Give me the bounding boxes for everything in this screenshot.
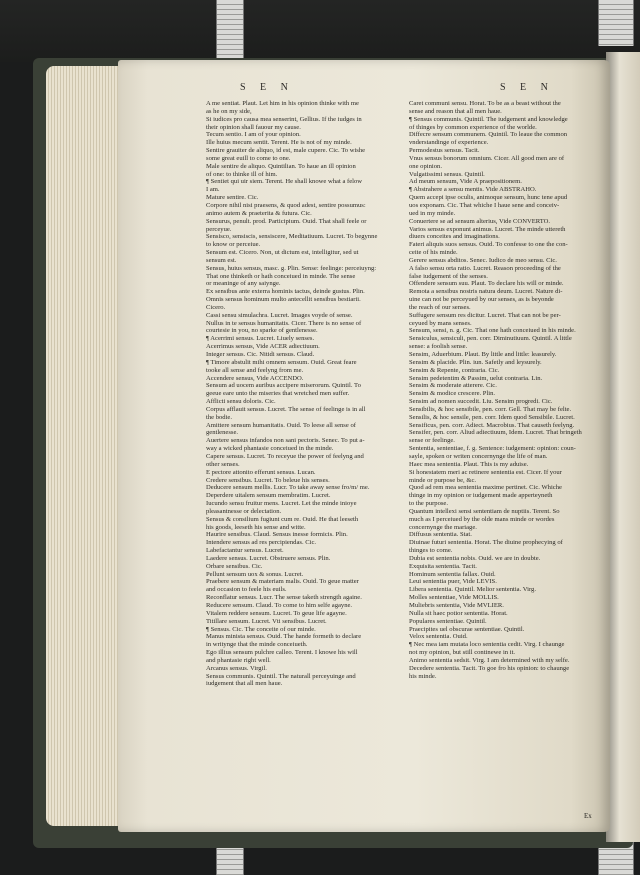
text-line: Populares sententiae. Quintil. [409,617,487,625]
text-line: sensum est. [206,256,237,264]
text-line: iudgement that all men haue. [206,680,283,688]
text-line: some great euill to come to one. [206,154,291,162]
text-line: ¶ Acerrimi sensus. Lucret. Liuely senses. [206,335,315,343]
text-line: thinges to come. [409,547,453,555]
text-line: Sensim & Repente, contraria. Cic. [409,366,500,374]
text-line: Accendere sensus, Vide ACCENDO. [206,374,304,382]
text-line: pleasantnesse or delectation. [206,507,282,515]
text-line: as he on my side, [206,107,252,115]
text-line: Acerrimus sensus, Vide ACER adiectiuum. [206,343,320,351]
text-line: Ex sensibus ante exterra hominis tactus, deinde gustus. Plin. [206,288,365,296]
text-line: sense or feelinge. [409,437,455,445]
text-line: ceyued by mans senses. [409,319,472,327]
text-line: Sensum ad uocem auribus accipere miserorum. Quintil. To [206,382,361,390]
text-line: Reconflatur sensus. Lucr. The sense taketh strength againe. [206,594,362,602]
text-line: in writynge that the minde conceiueth. [206,641,308,649]
text-line: Sensifer, pen. corr. Aliud adiectiuum, Idem. Lucret. That bringeth [409,429,582,437]
text-line: not my opinion, but still continewe in it. [409,649,516,657]
page-stack-edge [46,66,128,826]
text-line: Corpus afflauit sensus. Lucret. The sense of feelinge is in all [206,405,366,413]
left-text-column [206,100,412,688]
text-line: sense and reason that all men haue. [409,107,502,115]
text-line: Auertere sensus infandos non sani pectoris. Senec. To put a- [206,437,365,445]
text-line: Sensisco, sensiscis, sensiscere, Meditatiuum. Lucret. To begynne [206,233,378,241]
text-line: thinge in my opinion or iudgement made apperteyneth [409,492,553,500]
text-line: Sentire grauiter de aliquo, id est, male cupere. Cic. To wishe [206,147,366,155]
text-line: to know or perceiue. [206,241,261,249]
text-line: way a wicked phantasie conceiued in the minde. [206,445,334,453]
text-line: Remota a sensibus nostris natura deum. Lucret. Nature di- [409,288,563,296]
text-line: Praecipites uel obscurae sententiae. Quintil. [409,625,525,633]
text-line: Sensurus, penult. prod. Participium. Ouid. That shall feele or [206,217,367,225]
text-line: his minde. [409,672,437,680]
text-line: Nulla sit haec potior sententia. Horat. [409,609,508,617]
text-line: Quod ad rem mea sententia maxime pertinet. Cic. Whiche [409,484,562,492]
running-head-right: S E N [500,82,554,93]
text-line: Sensim, Aduerbium. Plaut. By little and little: leasurely. [409,351,557,358]
text-line: Afflicti sensu doloris. Cic. [206,398,276,406]
text-line: Molles sententiae, Vide MOLLIS. [409,594,499,602]
text-line: Credere sensibus. Lucret. To beleue his senses. [206,476,330,484]
right-text-column [409,100,615,680]
text-line: Sensus, huius sensus, masc. g. Plin. Sense: feelinge: perceiuyng: [206,264,377,272]
text-line: Diuinae futuri sententia. Horat. The diuine prophecying of [409,539,563,547]
text-line: gentlenesse. [206,429,239,437]
text-line: Sensibilis, & hoc sensibile, pen. corr. Gell. That may be felte. [409,405,572,413]
text-line: I am. [206,186,220,194]
measuring-ruler-top-right [598,0,634,46]
text-line: Ego illius sensum pulchre calleo. Terent. I knowe his will [206,649,358,657]
text-line: Sententia, sententiae, f. g. Sentence: iudgement: opinion: coun- [409,445,576,453]
text-line: Nullus in te sensus humanitatis. Cicer. There is no sense of [206,319,362,327]
text-line: Capere sensus. Lucret. To receyue the power of feelyng and [206,452,364,460]
text-line: sense: a foolish sense. [409,343,468,351]
text-line: Haec mea sententia. Plaut. This is my aduise. [409,460,529,468]
text-line: Exquisita sententia. Tacit. [409,562,477,570]
text-line: Cassi sensu simulachra. Lucret. Images voyde of sense. [206,311,353,319]
text-line: A falso sensu orta ratio. Lucret. Reason proceeding of the [409,264,561,272]
text-line: Arcanus sensus. Virgil. [206,664,267,672]
text-line: Praebere sensum & materiam malis. Ouid. To geue matter [206,578,359,586]
text-line: Intendere sensus ad res percipiendas. Cic. [206,539,317,547]
text-line: Quem accepi ipse oculis, animoque sensum, hunc tene apud [409,194,568,202]
text-line: Velox sententia. Ouid. [409,633,468,641]
text-line: ¶ Sensus communis. Quintil. The iudgement and knowledge [409,115,568,123]
text-line: Sensificus, pen. corr. Adiect. Macrobius. That causeth feelyng. [409,421,575,429]
text-line: diuers conceites and imaginations. [409,233,500,241]
text-line: ¶ Timore abstulit mihi omnem sensum. Ouid. Great feare [206,358,357,366]
text-line: uine can not be perceyued by our senses, as is beyonde [409,296,554,304]
text-line: Tecum sentio. I am of your opinion. [206,131,301,139]
text-line: of one: to thinke ill of him. [206,170,278,178]
text-line: Omnis sensus hominum multo antecellit sensibus bestiarii. [206,296,361,304]
text-line: Si iudices pro causa mea senserint, Gellius. If the iudges in [206,115,362,123]
text-line: to the purpose. [409,500,449,508]
text-line: concernynge the mariage. [409,523,477,531]
text-line: courtesie in you, no sparke of gentlenesse. [206,327,318,335]
text-line: Conuertere se ad sensum alterius, Vide CONVERTO. [409,217,551,225]
text-line: Gerere sensus abditos. Senec. Iudico de meo sensu. Cic. [409,256,557,264]
text-line: Sensim & moderate atterere. Cic. [409,382,497,390]
text-line: ceite of his minde. [409,249,458,257]
text-line: vnderstandinge of experience. [409,139,489,147]
text-line: Vulgatissimi sensus. Quintil. [409,170,485,178]
text-line: Male sentire de aliquo. Quintilian. To haue an ill opinion [206,162,356,170]
text-line: Diffusus sententia. Stat. [409,531,472,539]
text-line: Caret communi sensu. Horat. To be as a beast without the [409,100,561,107]
text-line: Suffugere sensum res dicitur. Lucret. That can not be per- [409,311,561,319]
text-line: Muliebris sententia, Vide MVLIER. [409,602,504,609]
text-line: Manus minista sensus. Ouid. The hande formeth to declare [206,633,362,641]
text-line: Offendere sensum suu. Plaut. To declare his will or minde. [409,280,564,288]
text-line: Cicero. [206,303,226,311]
measuring-ruler-top-left [216,0,244,58]
text-line: Deperdere uitalem sensum membratim. Lucret. [206,492,331,500]
text-line: Sensus & consilium fugiunt cum re. Ouid. He that leeseth [206,515,359,523]
text-line: minde or purpose be, &c. [409,476,477,484]
text-line: Amittere sensum humanitatis. Ouid. To leese all sense of [206,421,356,429]
catchword: Ex [584,812,592,820]
text-line: sayle, spoken or writen concernynge the life of man. [409,452,548,460]
text-line: Titillare sensum. Lucret. Vti sensibus. Lucret. [206,617,327,625]
text-line: Iucundo sensu fruitur mens. Lucret. Let the minde inioye [206,500,357,508]
text-line: Pellunt sensum uox & sonus. Lucret. [206,570,304,578]
text-line: Quantum intellexi sensi sententiam de nuptiis. Terent. So [409,507,560,515]
text-line: Mature sentire. Cic. [206,194,259,202]
text-line: Sensilis, & hoc sensile, pen. corr. Idem quod Sensibile. Lucret. [409,413,575,421]
text-line: of thinges by common experience of the worlde. [409,123,537,131]
text-line: much as I perceiued by the olde mans minde or wordes [409,515,555,523]
text-line: Deducere sensum mellis. Lucr. To take away sense fro/m/ me. [206,484,370,492]
text-line: the reach of our senses. [409,303,471,311]
text-line: Sensum est. Cicero. Non, ut dictum est, intelligitur, sed ut [206,249,359,257]
text-line: ¶ Abstrahere a sensu mentis. Vide ABSTRAHO. [409,186,537,194]
text-line: Orbare sensibus. Cic. [206,562,263,570]
text-line: Animo sententia sedsit. Virg. I am determined with my selfe. [409,656,570,664]
text-line: Sensum, sensi, n. g. Cic. That one hath conceiued in his minde. [409,327,576,335]
text-line: Decedere sententia. Tacit. To goe fro his opinion: to chaunge [409,664,570,672]
text-line: That one thinketh or hath conceiued in minde. The sense [206,272,356,280]
text-line: Sensim ad nomen succedit. Liu. Sensim progredi. Cic. [409,398,553,406]
text-line: Haurire sensibus. Claud. Sensus inesse formicis. Plin. [206,531,348,539]
text-line: Sensiculus, sensiculi, pen. corr. Diminutiuum. Quintil. A little [409,335,572,343]
text-line: tooke all sense and feelyng from me. [206,366,304,374]
text-line: Vnus sensus bonorum omnium. Cicer. All good men are of [409,154,565,162]
text-line: one opinion. [409,162,442,170]
text-line: Integer sensus. Cic. Nitidi sensus. Claud. [206,351,315,358]
text-line: Laedere sensus. Lucret. Obstruere sensus. Plin. [206,554,331,562]
text-line: and phantasie right well. [206,656,271,664]
text-line: Ille huius mecum sentit. Terent. He is not of my minde. [206,139,352,147]
text-line: Dubia est sententia nobis. Ouid. we are in doubte. [409,554,541,562]
text-line: E pectore attonito efferunt sensus. Lucan. [206,468,316,476]
text-line: Fateri aliquis suos sensus. Ouid. To confesse to one the con- [409,241,568,249]
text-line: Si honestatem meri ac retinere sententia est. Cicer. If your [409,468,562,476]
text-line: Varios sensus exponunt animus. Lucret. The minde uttereth [409,225,566,233]
text-line: ¶ Sensus. Cic. The conceite of our minde. [206,625,316,633]
text-line: A me sentiat. Plaut. Let him in his opinion thinke with me [206,100,359,107]
text-line: or meaninge of any saiynge. [206,280,281,288]
text-line: Sensim pedetentim & Passim, uelut contraria. Lin. [409,374,543,382]
text-line: their opinion shall fauour my cause. [206,123,301,131]
text-line: ¶ Nec mea iam mutata loco sententia cedit. Virg. I chaunge [409,641,565,649]
text-line: Diffecre sensum communem. Quintil. To leaue the common [409,131,568,139]
text-line: Sensim & placide. Plin. iun. Safetly and leysurely. [409,358,542,366]
text-line: the bodie. [206,413,233,421]
text-line: Ad meum sensum, Vide A praepositionem. [409,178,522,186]
text-line: his goods, leeseth his sense and witte. [206,523,306,531]
text-line: geeue eare unto the miseries that wretched men suffer. [206,390,350,398]
text-line: Libera sententia. Quintil. Melior sententia. Virg. [409,586,536,594]
text-line: Reducere sensum. Claud. To come to him selfe agayne. [206,602,353,609]
text-line: Hominum sententia fallax. Ouid. [409,570,496,578]
text-line: other senses. [206,460,240,468]
text-line: Sensus communis. Quintil. The naturall perceyuinge and [206,672,356,680]
text-line: false iudgement of the senses. [409,272,488,280]
text-line: Permodestus sensus. Tacit. [409,147,480,155]
text-line: animo autem & praeterita & futura. Cic. [206,209,312,217]
running-head-left: S E N [240,82,294,93]
text-line: perceyue. [206,225,232,233]
text-line: ¶ Sentiet qui uir siem. Terent. He shall knowe what a felow [206,178,363,186]
text-line: ued in my minde. [409,209,456,217]
text-line: Sensim & modice crescere. Plin. [409,390,496,398]
text-line: Leui sententia puer, Vide LEVIS. [409,578,497,586]
text-line: and occasion to feele his euils. [206,586,287,594]
text-line: Corpore nihil nisi praesens, & quod adest, sentire possumus: [206,201,366,209]
text-line: Vitalem reddere sensum. Lucret. To geue life agayne. [206,609,347,617]
text-line: uos exponam. Cic. That whiche I haue sene and conceiv- [409,201,560,209]
scan-backdrop [0,0,640,62]
text-line: Labefactantur sensus. Lucret. [206,547,284,555]
